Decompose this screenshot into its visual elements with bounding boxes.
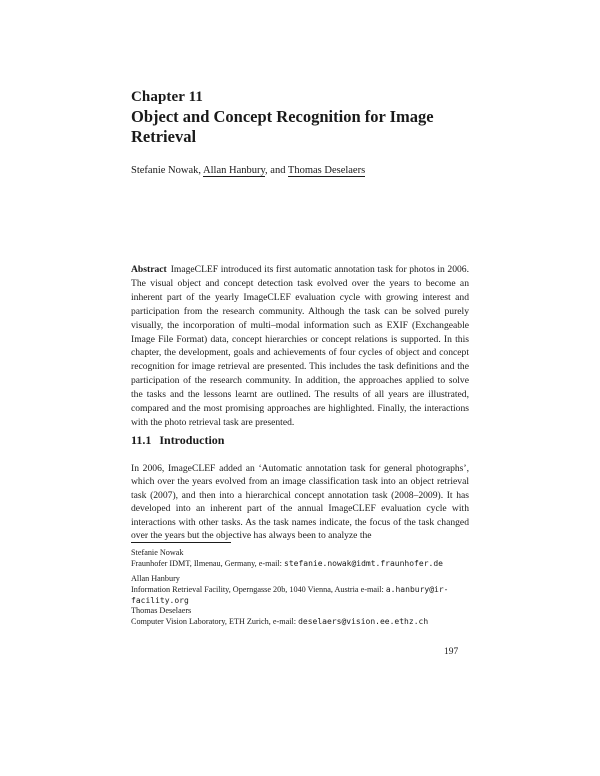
abstract [131, 263, 469, 430]
footnote-author-name: Allan Hanbury [131, 574, 180, 583]
chapter-label: Chapter 11 [131, 89, 203, 105]
footnote-affiliation: Fraunhofer IDMT, Ilmenau, Germany, e-mail: [131, 559, 285, 568]
author-separator: , [198, 165, 204, 176]
footnote-affiliation: Computer Vision Laboratory, ETH Zurich, e-mail: [131, 617, 299, 626]
author-footnote [131, 605, 471, 627]
footnote-rule [131, 542, 231, 543]
abstract-heading: Abstract [131, 264, 167, 275]
footnote-author-name: Stefanie Nowak [131, 548, 184, 557]
footnote-email: deselaers@vision.ee.ethz.ch [298, 617, 429, 626]
author-name: Thomas Deselaers [287, 165, 366, 176]
author-footnote [131, 547, 471, 569]
section-number: 11.1 [131, 433, 152, 447]
footnote-affiliation: Information Retrieval Facility, Operngasse 20b, 1040 Vienna, Austria e-mail: [131, 585, 386, 594]
author-separator: , and [265, 165, 288, 176]
author-name: Allan Hanbury [203, 165, 266, 176]
section-heading [131, 433, 224, 448]
page-number: 197 [444, 647, 459, 657]
author-name: Stefanie Nowak [131, 165, 199, 176]
chapter-title: Object and Concept Recognition for Image Retrieval [131, 107, 434, 146]
abstract-text: ImageCLEF introduced its first automatic annotation task for photos in 2006. The visual object and concept detection task evolved over the years to become an inherent part of the yearly ImageCLEF evaluation cycle with growing interest and participation from the research community. Although the task can be solved purely visually, the incorporation of multi–modal information such as EXIF (Exchangeable Image File Format) data, concept hierarchies or concept relations is supported. In this chapter, the development, goals and achievements of four cycles of object and concept recognition for image retrieval are presented. This includes the task definitions and the participation of the research community. In addition, the approaches applied to solve the tasks and the lessons learnt are outlined. The results of all years are illustrated, compared and the most promising approaches are highlighted. Finally, the interactions with the photo retrieval task are presented. [131, 264, 469, 428]
footnote-email: stefanie.nowak@idmt.fraunhofer.de [284, 559, 443, 568]
section-paragraph: In 2006, ImageCLEF added an ‘Automatic annotation task for general photographs’, which over the years evolved from an image classification task into an object retrieval task (2007), and then into a hierarchical concept annotation task (2008–2009). It has developed into an inherent part of the annual ImageCLEF evaluation cycle with interactions with other tasks. As the task names indicate, the focus of the task changed over the years but the objective has always been to analyze the [131, 463, 469, 542]
footnote-email: a.hanbury@ir-facility.org [131, 585, 449, 605]
author-footnote [131, 573, 471, 606]
author-list [131, 165, 365, 176]
section-title: Introduction [159, 433, 225, 447]
footnote-author-name: Thomas Deselaers [131, 606, 192, 615]
